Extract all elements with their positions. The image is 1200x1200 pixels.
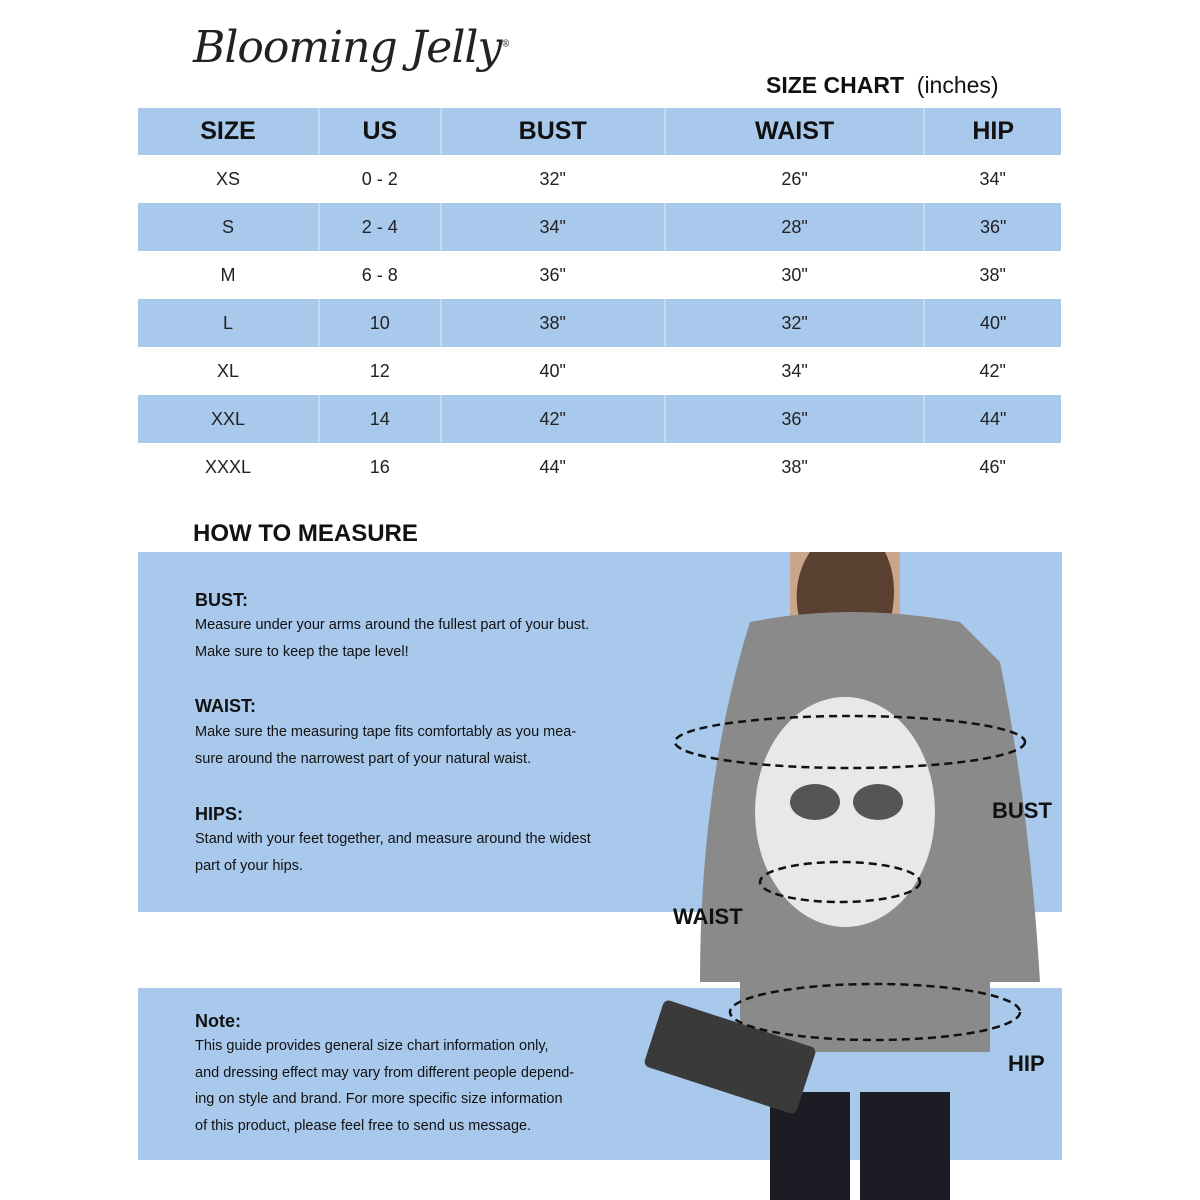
table-row [138,443,1061,491]
table-cell: 42" [441,395,665,443]
waist-line: Make sure the measuring tape fits comfortably as you mea- [195,724,577,740]
column-header: SIZE [138,108,319,155]
table-cell: 16 [319,443,441,491]
table-cell: 28" [665,203,925,251]
table-cell: 44" [441,443,665,491]
table-row [138,251,1061,299]
bust-text [195,612,589,665]
table-cell: 36" [441,251,665,299]
table-cell: 34" [665,347,925,395]
table-cell: XS [138,155,319,203]
table-cell: XL [138,347,319,395]
waist-label: WAIST [673,904,743,929]
table-cell: 42" [924,347,1061,395]
table-cell: 30" [665,251,925,299]
column-header: BUST [441,108,665,155]
brand-logo [193,22,509,73]
table-cell: 38" [924,251,1061,299]
size-chart-title [766,72,999,99]
column-header: WAIST [665,108,925,155]
hips-text [195,826,591,879]
column-header: HIP [924,108,1061,155]
table-row [138,347,1061,395]
table-cell: M [138,251,319,299]
table-cell: 26" [665,155,925,203]
bust-label: BUST [992,798,1052,823]
table-row [138,395,1061,443]
table-cell: 14 [319,395,441,443]
table-cell: 36" [924,203,1061,251]
waist-heading: WAIST: [195,696,256,716]
bust-line: Make sure to keep the tape level! [195,643,409,660]
how-to-measure-title: HOW TO MEASURE [193,520,418,547]
bust-line: Measure under your arms around the fullest part of your bust. [195,617,590,633]
table-cell: L [138,299,319,347]
waist-text [195,719,576,772]
registered-mark: ® [501,39,510,50]
chart-title-text: SIZE CHART [766,72,904,98]
note-line: ing on style and brand. For more specific size information [195,1091,563,1107]
table-cell: 12 [319,347,441,395]
note-heading: Note: [195,1011,241,1031]
table-row [138,155,1061,203]
table-cell: 36" [665,395,925,443]
table-cell: XXXL [138,443,319,491]
table-row [138,299,1061,347]
model-leg [860,1092,950,1200]
hips-line: Stand with your feet together, and measure around the widest [195,831,591,847]
table-cell: S [138,203,319,251]
skull-eye [853,784,903,820]
hips-line: part of your hips. [195,857,303,874]
table-row [138,203,1061,251]
table-cell: 44" [924,395,1061,443]
table-cell: 38" [441,299,665,347]
bust-heading: BUST: [195,590,248,610]
skull-eye [790,784,840,820]
table-cell: 34" [441,203,665,251]
note-text [195,1033,574,1139]
hips-heading: HIPS: [195,804,244,824]
note-line: and dressing effect may vary from different people depend- [195,1064,575,1081]
table-cell: 38" [665,443,925,491]
table-cell: 2 - 4 [319,203,441,251]
table-cell: XXL [138,395,319,443]
column-header: US [319,108,441,155]
table-cell: 10 [319,299,441,347]
model-photo [640,552,1062,1200]
size-table [138,108,1062,491]
table-header-row [138,108,1061,155]
table-cell: 6 - 8 [319,251,441,299]
waist-line: sure around the narrowest part of your natural waist. [195,750,532,767]
table-cell: 40" [924,299,1061,347]
hip-label: HIP [1008,1051,1045,1076]
table-cell: 40" [441,347,665,395]
chart-unit: (inches) [916,72,999,98]
table-cell: 32" [441,155,665,203]
logo-text: Blooming Jelly [193,22,502,73]
table-cell: 0 - 2 [319,155,441,203]
table-cell: 34" [924,155,1061,203]
note-line: of this product, please feel free to send us message. [195,1117,532,1134]
table-cell: 46" [924,443,1061,491]
model-hair [797,552,894,622]
note-line: This guide provides general size chart information only, [195,1038,549,1054]
table-cell: 32" [665,299,925,347]
